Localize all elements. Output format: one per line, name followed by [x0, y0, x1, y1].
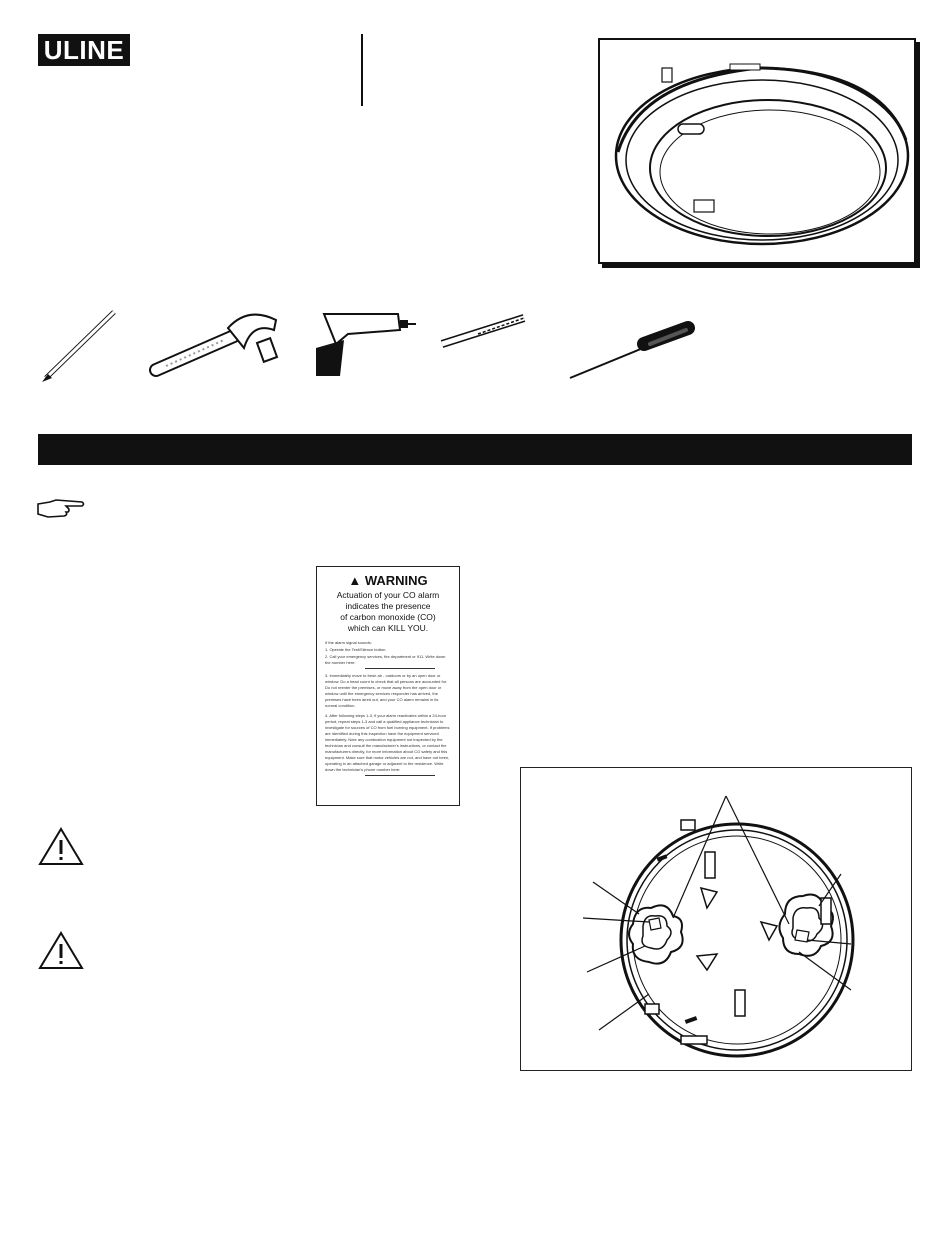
warning-intro: If the alarm signal sounds: — [325, 640, 372, 645]
write-in-line — [365, 668, 435, 669]
section-header-bar — [38, 434, 912, 465]
subtitle-line: of carbon monoxide (CO) — [340, 612, 436, 622]
hammer-icon — [156, 315, 277, 370]
subtitle-line: Actuation of your CO alarm — [336, 590, 440, 600]
warning-step: 3. Immediately move to fresh air - outdoors or by an open door or window. Do a head count to check that all persons are accounted for. Do not reenter the premises, or move away from the open door or window until the emergency services responder has arrived, the premises have been aired out, and your CO alarm remains in its normal condition. — [325, 673, 448, 708]
subtitle-line: which can KILL YOU. — [347, 623, 429, 633]
header-divider — [361, 34, 363, 106]
warning-step: 2. Call your emergency services, fire department or 911. Write down the number here: — [325, 654, 451, 669]
tools-row — [38, 300, 718, 390]
mounting-plate-drawing — [521, 768, 911, 1070]
subtitle-line: indicates the presence — [345, 601, 431, 611]
product-illustration — [598, 38, 916, 264]
warning-triangle-icon — [38, 930, 84, 970]
warning-triangle-icon — [38, 826, 84, 866]
drill-bit-icon — [442, 318, 524, 344]
uline-logo: ULINE — [38, 34, 130, 66]
co-alarm-drawing — [600, 40, 914, 262]
warning-instructions — [325, 640, 451, 776]
warning-subtitle — [317, 590, 459, 634]
mounting-plate-diagram — [520, 767, 912, 1071]
pencil-icon — [42, 312, 114, 382]
screwdriver-icon — [570, 328, 688, 378]
warning-title-text: WARNING — [364, 573, 428, 588]
pointing-hand-icon — [36, 498, 86, 520]
warning-label-title — [317, 573, 459, 588]
drill-icon — [316, 314, 416, 376]
warning-step: 4. After following steps 1-3, if your alarm reactivates within a 24-hour period, repeat steps 1-3 and call a qualified appliance technician to investigate for sources of CO from fuel burning equipment. If problems are identified during this inspection have the equipment serviced immediately. Note any combustion equipment not inspected by the technician and consult the manufacturer's instructions, or contact the manufacturers directly, for more information about CO safety and this equipment. Make sure that motor vehicles are not, and have not been, operating in an attached garage or adjacent to the residence. Write down the technician's phone number here: — [325, 713, 451, 776]
co-warning-label — [316, 566, 460, 806]
write-in-line — [365, 775, 435, 776]
warning-triangle-small-icon: ▲ — [348, 573, 362, 588]
warning-step: 1. Operate the Test/Silence button. — [325, 647, 387, 652]
